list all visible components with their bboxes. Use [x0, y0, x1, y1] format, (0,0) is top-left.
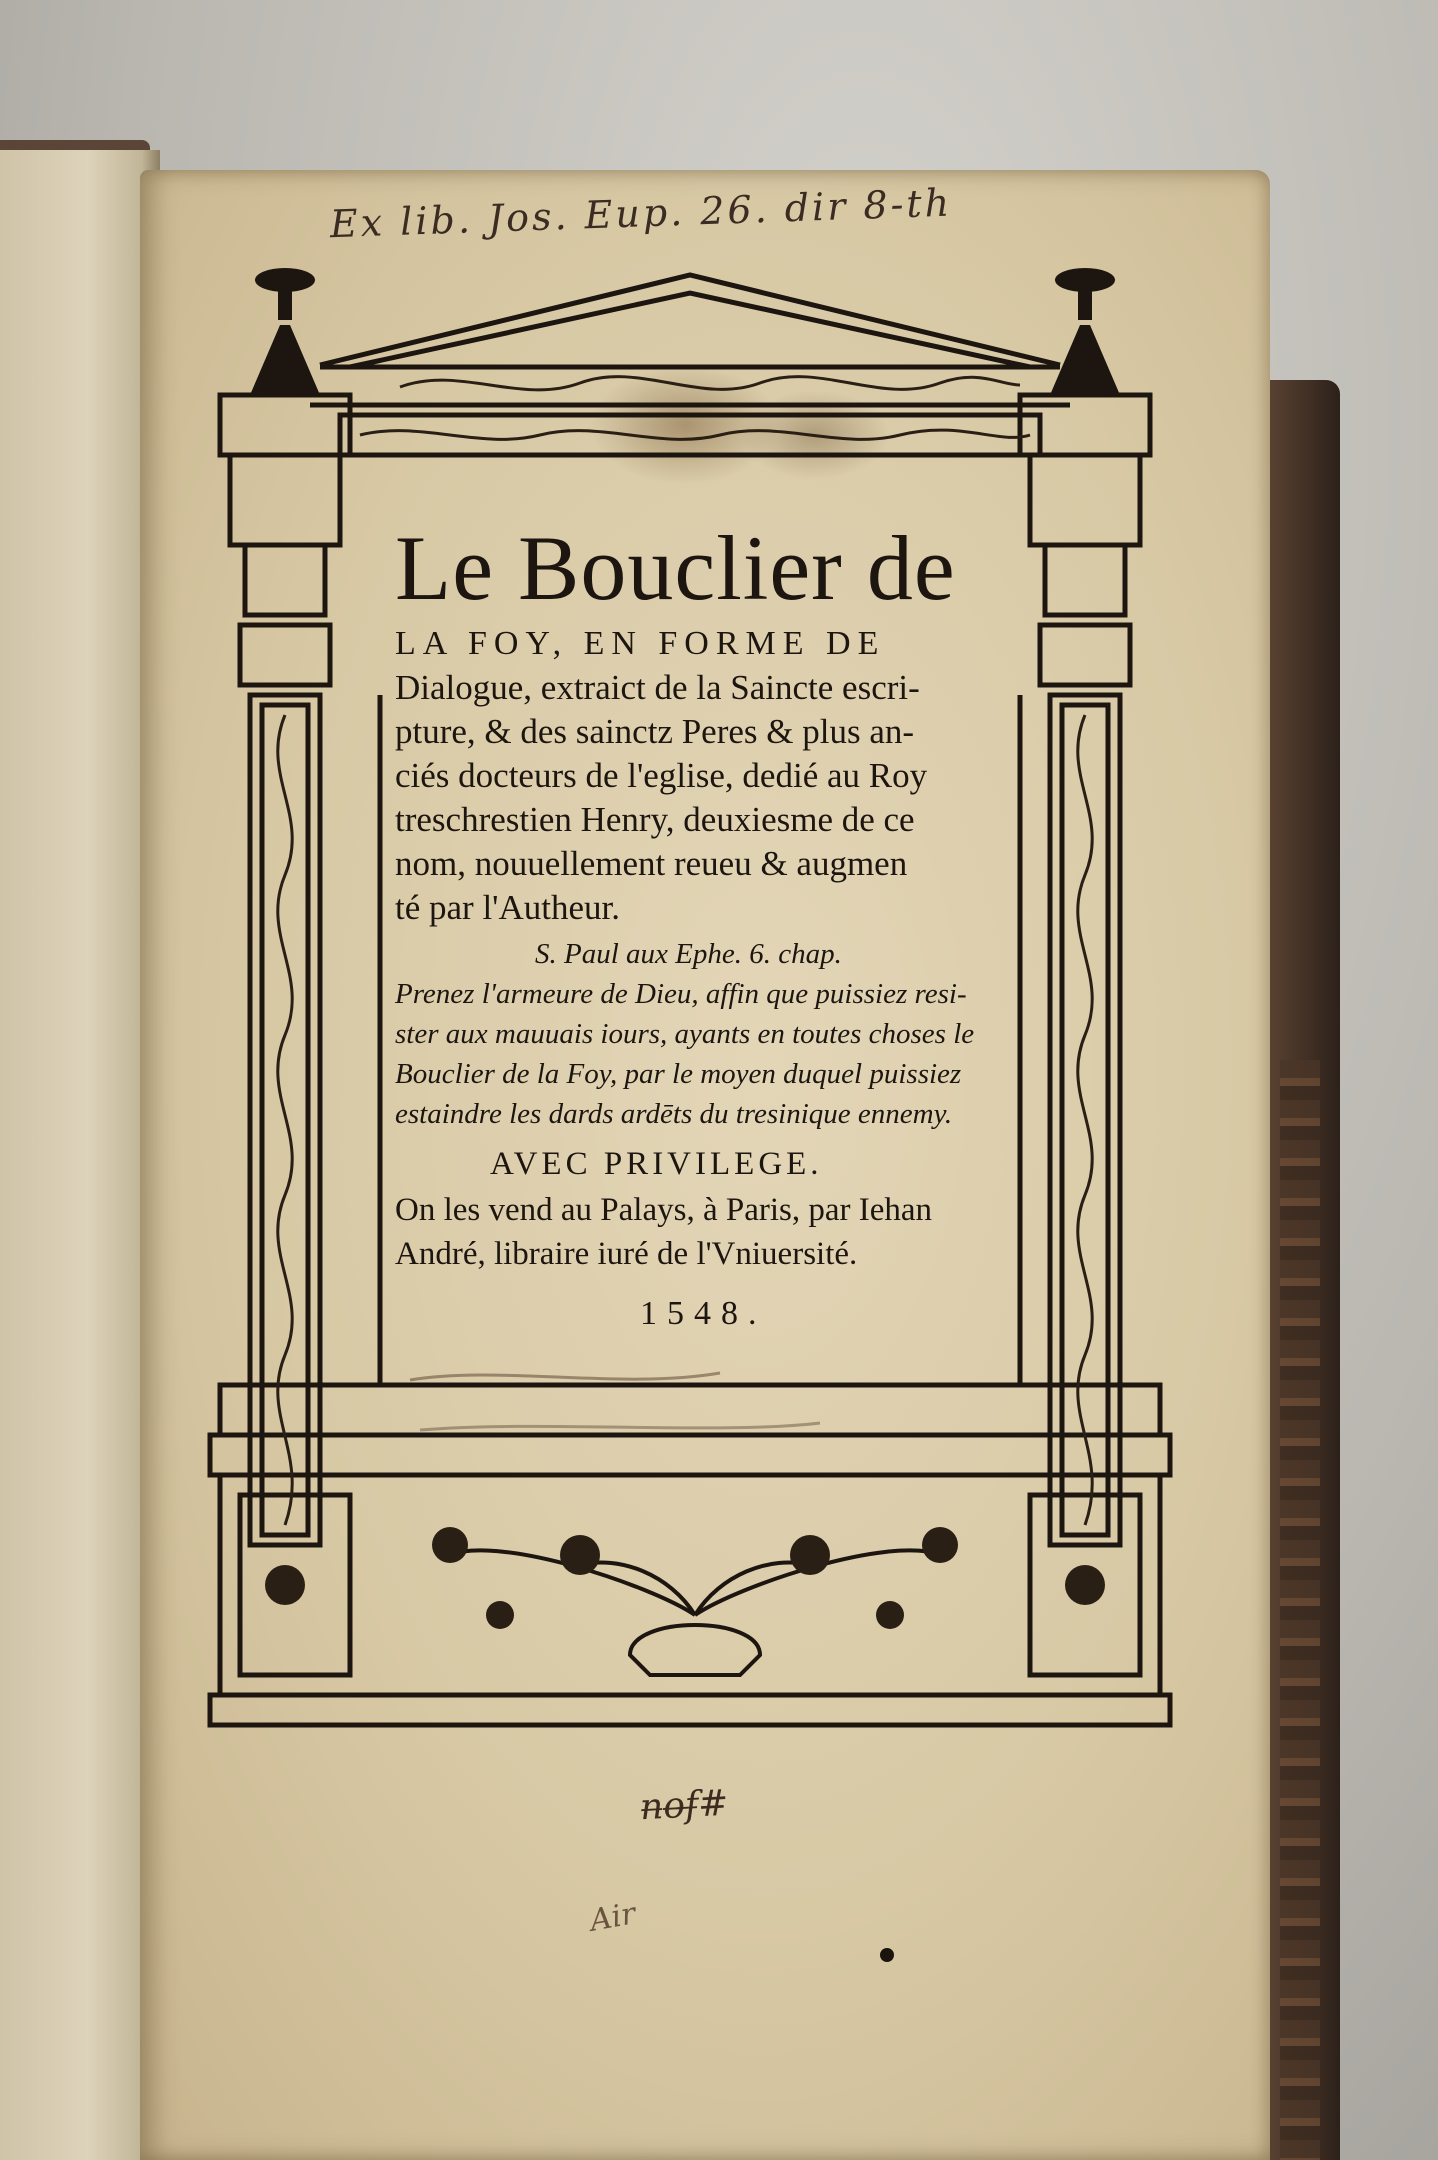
cover-edge: [1280, 1060, 1320, 2160]
worm-hole: [880, 1948, 894, 1962]
body-line: ciés docteurs de l'eglise, dedié au Roy: [395, 756, 928, 795]
privilege: AVEC PRIVILEGE.: [490, 1146, 823, 1182]
quote-line: ster aux mauuais iours, ayants en toutes choses le: [395, 1018, 975, 1050]
title-caps-line: LA FOY, EN FORME DE: [395, 625, 886, 662]
ink-mark: Air: [587, 1896, 639, 1939]
body-line: nom, nouuellement reueu & augmen: [395, 844, 908, 883]
title-text-block: [395, 517, 1005, 1276]
imprint-line: André, libraire iuré de l'Vniuersité.: [395, 1236, 858, 1272]
quote-line: Prenez l'armeure de Dieu, affin que puissiez resi-: [395, 978, 967, 1010]
quote-line: estaindre les dards ardēts du tresinique ennemy.: [395, 1098, 953, 1130]
body-line: pture, & des sainctz Peres & plus an-: [395, 712, 915, 751]
publication-year: 1548.: [640, 1295, 767, 1332]
ink-mark: n̶o̶f̶#: [638, 1782, 730, 1829]
body-line: Dialogue, extraict de la Saincte escri-: [395, 668, 920, 707]
ownership-inscription: Ex lib. Jos. Eup. 26. dir 8-th: [329, 180, 953, 247]
title: Le Bouclier de: [395, 517, 956, 619]
quote-line: Bouclier de la Foy, par le moyen duquel puissiez: [395, 1058, 962, 1090]
flyleaf: [0, 150, 160, 2160]
imprint-line: On les vend au Palays, à Paris, par Iehan: [395, 1192, 933, 1228]
quote-reference: S. Paul aux Ephe. 6. chap.: [535, 938, 842, 970]
body-line: té par l'Autheur.: [395, 888, 620, 927]
body-line: treschrestien Henry, deuxiesme de ce: [395, 800, 915, 839]
